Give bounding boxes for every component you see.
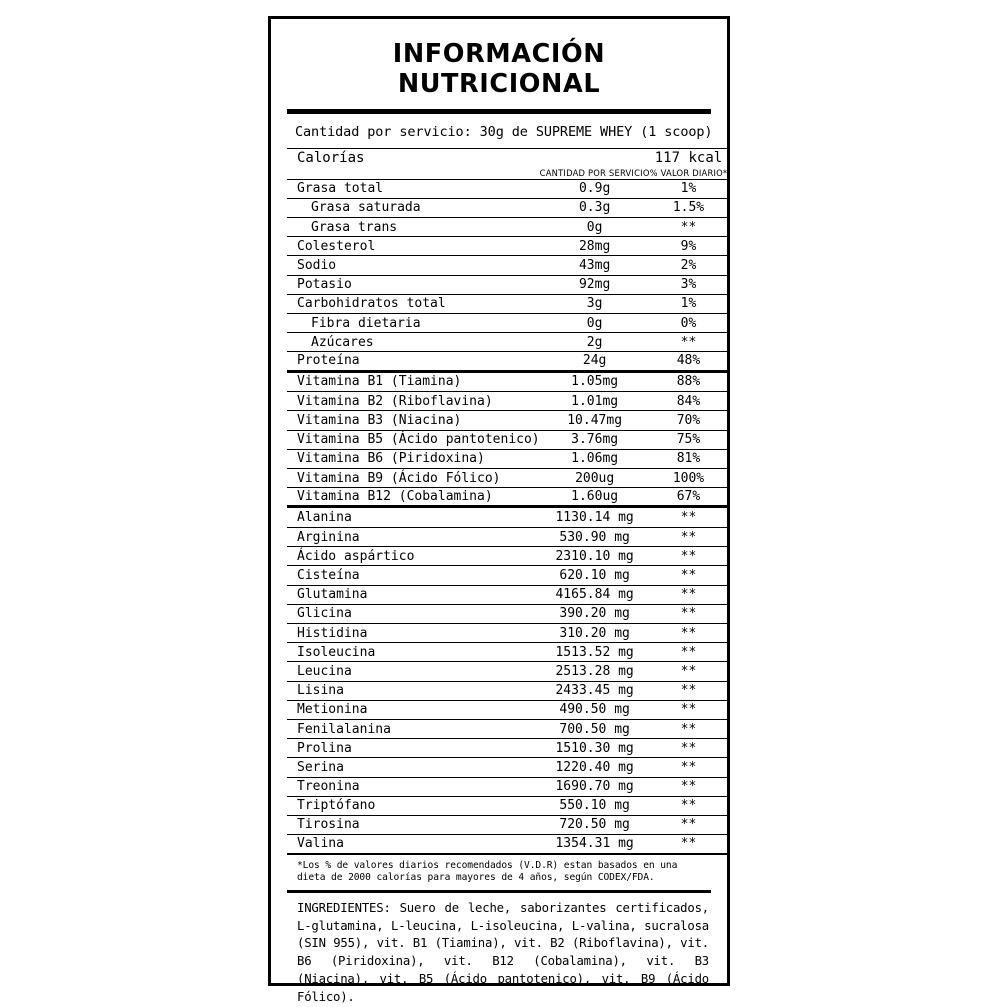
table-row: [287, 758, 727, 777]
table-row: [287, 198, 727, 217]
table-row: [287, 237, 727, 256]
nutrient-amount: 3.76mg: [540, 430, 650, 449]
nutrient-name: Carbohidratos total: [287, 294, 540, 313]
table-row: [287, 547, 727, 566]
nutrient-dv: **: [650, 796, 728, 815]
nutrient-name: Vitamina B3 (Niacina): [287, 411, 540, 430]
nutrient-dv: 9%: [650, 237, 728, 256]
nutrient-dv: 81%: [650, 449, 728, 468]
nutrient-name: Azúcares: [287, 333, 540, 352]
nutrient-name: Vitamina B12 (Cobalamina): [287, 488, 540, 507]
nutrient-amount: 1220.40 mg: [540, 758, 650, 777]
nutrient-name: Grasa trans: [287, 218, 540, 237]
table-row: [287, 700, 727, 719]
nutrient-name: Vitamina B9 (Ácido Fólico): [287, 469, 540, 488]
nutrient-amount: 720.50 mg: [540, 815, 650, 834]
nutrient-amount: 490.50 mg: [540, 700, 650, 719]
table-row: [287, 566, 727, 585]
nutrient-dv: 75%: [650, 430, 728, 449]
table-row: [287, 739, 727, 758]
nutrition-table-body: [287, 149, 727, 855]
table-row: [287, 815, 727, 834]
nutrient-dv: 70%: [650, 411, 728, 430]
nutrient-dv: **: [650, 624, 728, 643]
nutrient-dv: 88%: [676, 374, 701, 390]
column-header-name: [287, 168, 540, 180]
nutrient-name: Glutamina: [287, 585, 540, 604]
nutrient-name: Grasa saturada: [287, 198, 540, 217]
nutrient-dv: **: [680, 510, 697, 526]
calories-spacer: [540, 149, 650, 168]
nutrient-dv: **: [650, 835, 728, 854]
title-divider: [287, 109, 711, 114]
table-row: [287, 333, 727, 352]
table-row: [287, 314, 727, 333]
table-row: [287, 604, 727, 623]
nutrient-amount: 1.05mg: [571, 374, 619, 390]
nutrient-name: Treonina: [287, 777, 540, 796]
table-row: [287, 662, 727, 681]
daily-value-footnote: *Los % de valores diarios recomendados (V.D.R) estan basados en una dieta de 2000 calorías para mayores de 4 años, según CODEX/FDA.: [297, 859, 678, 883]
nutrient-name: Vitamina B2 (Riboflavina): [287, 392, 540, 411]
nutrient-name: Colesterol: [287, 237, 540, 256]
serving-size-text: Cantidad por servicio: 30g de SUPREME WHEY (1 scoop): [295, 124, 713, 140]
nutrient-name: Histidina: [287, 624, 540, 643]
nutrient-dv: **: [650, 758, 728, 777]
nutrient-dv: 67%: [650, 488, 728, 507]
table-row: [287, 777, 727, 796]
table-row: [287, 218, 727, 237]
nutrient-amount: 1513.52 mg: [540, 643, 650, 662]
nutrient-name: Grasa total: [287, 179, 540, 198]
table-row-calories: [287, 149, 727, 168]
nutrient-dv: 2%: [650, 256, 728, 275]
nutrient-amount: 10.47mg: [540, 411, 650, 430]
nutrient-amount: 2g: [540, 333, 650, 352]
nutrient-amount: 1354.31 mg: [540, 835, 650, 854]
table-row: [287, 449, 727, 468]
table-row: [287, 275, 727, 294]
table-row: [287, 430, 727, 449]
nutrition-facts-panel: [268, 16, 730, 1004]
nutrient-dv: 1%: [650, 294, 728, 313]
nutrient-amount: 1510.30 mg: [540, 739, 650, 758]
nutrient-amount: 1.06mg: [540, 449, 650, 468]
nutrient-amount: 3g: [540, 294, 650, 313]
nutrient-name: Proteína: [287, 352, 540, 371]
table-row: [287, 508, 727, 527]
nutrient-amount: 24g: [540, 352, 650, 371]
nutrient-amount: 620.10 mg: [540, 566, 650, 585]
nutrient-dv: 48%: [650, 352, 728, 371]
nutrient-name: Arginina: [287, 528, 540, 547]
ingredients-text: INGREDIENTES: Suero de leche, saborizantes certificados, L-glutamina, L-leucina, L-isoleucina, L-valina, sucralosa (SIN 955), vit. B1 (Tiamina), vit. B2 (Riboflavina), vit. B6 (Piridoxina), vit. B12 (Cobalamina), vit. B3 (Niacina), vit. B5 (Ácido pantotenico), vit. B9 (Ácido Fólico).: [297, 900, 709, 1004]
nutrient-amount: 1690.70 mg: [540, 777, 650, 796]
nutrient-amount: 700.50 mg: [540, 719, 650, 738]
table-column-headers: [287, 168, 727, 180]
table-row: [287, 643, 727, 662]
nutrient-amount: 0.3g: [540, 198, 650, 217]
nutrient-name: Tirosina: [287, 815, 540, 834]
nutrient-dv: 1%: [650, 179, 728, 198]
nutrient-amount: 2513.28 mg: [540, 662, 650, 681]
nutrient-amount: 0g: [540, 218, 650, 237]
table-row: [287, 411, 727, 430]
nutrient-dv: **: [650, 604, 728, 623]
nutrient-name: Sodio: [287, 256, 540, 275]
table-row: [287, 488, 727, 507]
nutrient-dv: 84%: [650, 392, 728, 411]
nutrient-name: Alanina: [297, 510, 352, 526]
table-row: [287, 719, 727, 738]
nutrient-dv: 0%: [650, 314, 728, 333]
nutrient-name: Glicina: [287, 604, 540, 623]
table-row: [287, 179, 727, 198]
nutrient-name: Ácido aspártico: [287, 547, 540, 566]
nutrient-dv: **: [650, 719, 728, 738]
nutrient-amount: 4165.84 mg: [540, 585, 650, 604]
nutrient-amount: 1130.14 mg: [555, 510, 634, 526]
nutrient-dv: **: [650, 566, 728, 585]
nutrient-amount: 0g: [540, 314, 650, 333]
nutrient-amount: 2310.10 mg: [540, 547, 650, 566]
nutrient-amount: 200ug: [540, 469, 650, 488]
nutrient-name: Leucina: [287, 662, 540, 681]
nutrient-name: Lisina: [287, 681, 540, 700]
nutrient-dv: **: [650, 643, 728, 662]
calories-value: 117 kcal: [650, 149, 728, 168]
page-title: INFORMACIÓN NUTRICIONAL: [392, 39, 606, 99]
calories-label: Calorías: [287, 149, 540, 168]
nutrient-amount: 43mg: [540, 256, 650, 275]
nutrient-amount: 530.90 mg: [540, 528, 650, 547]
nutrient-dv: **: [650, 777, 728, 796]
nutrient-name: Vitamina B1 (Tiamina): [297, 374, 462, 390]
nutrient-name: Fenilalanina: [287, 719, 540, 738]
nutrient-dv: **: [650, 585, 728, 604]
nutrient-name: Valina: [287, 835, 540, 854]
nutrient-dv: **: [650, 815, 728, 834]
table-row: [287, 256, 727, 275]
table-row: [287, 352, 727, 371]
nutrient-name: Fibra dietaria: [287, 314, 540, 333]
table-row: [287, 528, 727, 547]
nutrient-name: Cisteína: [287, 566, 540, 585]
nutrient-dv: **: [650, 333, 728, 352]
table-row: [287, 835, 727, 854]
column-header-dv: % VALOR DIARIO*: [649, 167, 728, 178]
nutrient-name: Vitamina B5 (Ácido pantotenico): [287, 430, 540, 449]
nutrient-name: Serina: [287, 758, 540, 777]
nutrient-amount: 92mg: [540, 275, 650, 294]
nutrient-dv: 100%: [650, 469, 728, 488]
nutrient-name: Vitamina B6 (Piridoxina): [287, 449, 540, 468]
table-row: [287, 469, 727, 488]
nutrient-name: Triptófano: [287, 796, 540, 815]
nutrient-dv: **: [650, 700, 728, 719]
nutrient-amount: 1.01mg: [540, 392, 650, 411]
nutrient-dv: **: [650, 218, 728, 237]
nutrient-dv: **: [650, 662, 728, 681]
nutrient-amount: 310.20 mg: [540, 624, 650, 643]
nutrient-dv: **: [650, 681, 728, 700]
table-row: [287, 796, 727, 815]
nutrient-name: Prolina: [287, 739, 540, 758]
table-row: [287, 681, 727, 700]
nutrient-amount: 390.20 mg: [540, 604, 650, 623]
nutrient-amount: 0.9g: [540, 179, 650, 198]
nutrient-amount: 2433.45 mg: [540, 681, 650, 700]
nutrient-amount: 1.60ug: [540, 488, 650, 507]
nutrient-dv: 1.5%: [650, 198, 728, 217]
nutrient-amount: 28mg: [540, 237, 650, 256]
nutrient-dv: **: [650, 528, 728, 547]
nutrient-dv: **: [650, 547, 728, 566]
table-row: [287, 624, 727, 643]
table-row: [287, 294, 727, 313]
column-header-amount: CANTIDAD POR SERVICIO: [539, 167, 650, 178]
table-row: [287, 392, 727, 411]
nutrient-dv: 3%: [650, 275, 728, 294]
nutrient-dv: **: [650, 739, 728, 758]
table-row: [287, 585, 727, 604]
nutrient-name: Isoleucina: [287, 643, 540, 662]
nutrient-name: Potasio: [287, 275, 540, 294]
table-row: [287, 373, 727, 392]
nutrition-table: [287, 148, 727, 855]
nutrient-amount: 550.10 mg: [540, 796, 650, 815]
nutrient-name: Metionina: [287, 700, 540, 719]
